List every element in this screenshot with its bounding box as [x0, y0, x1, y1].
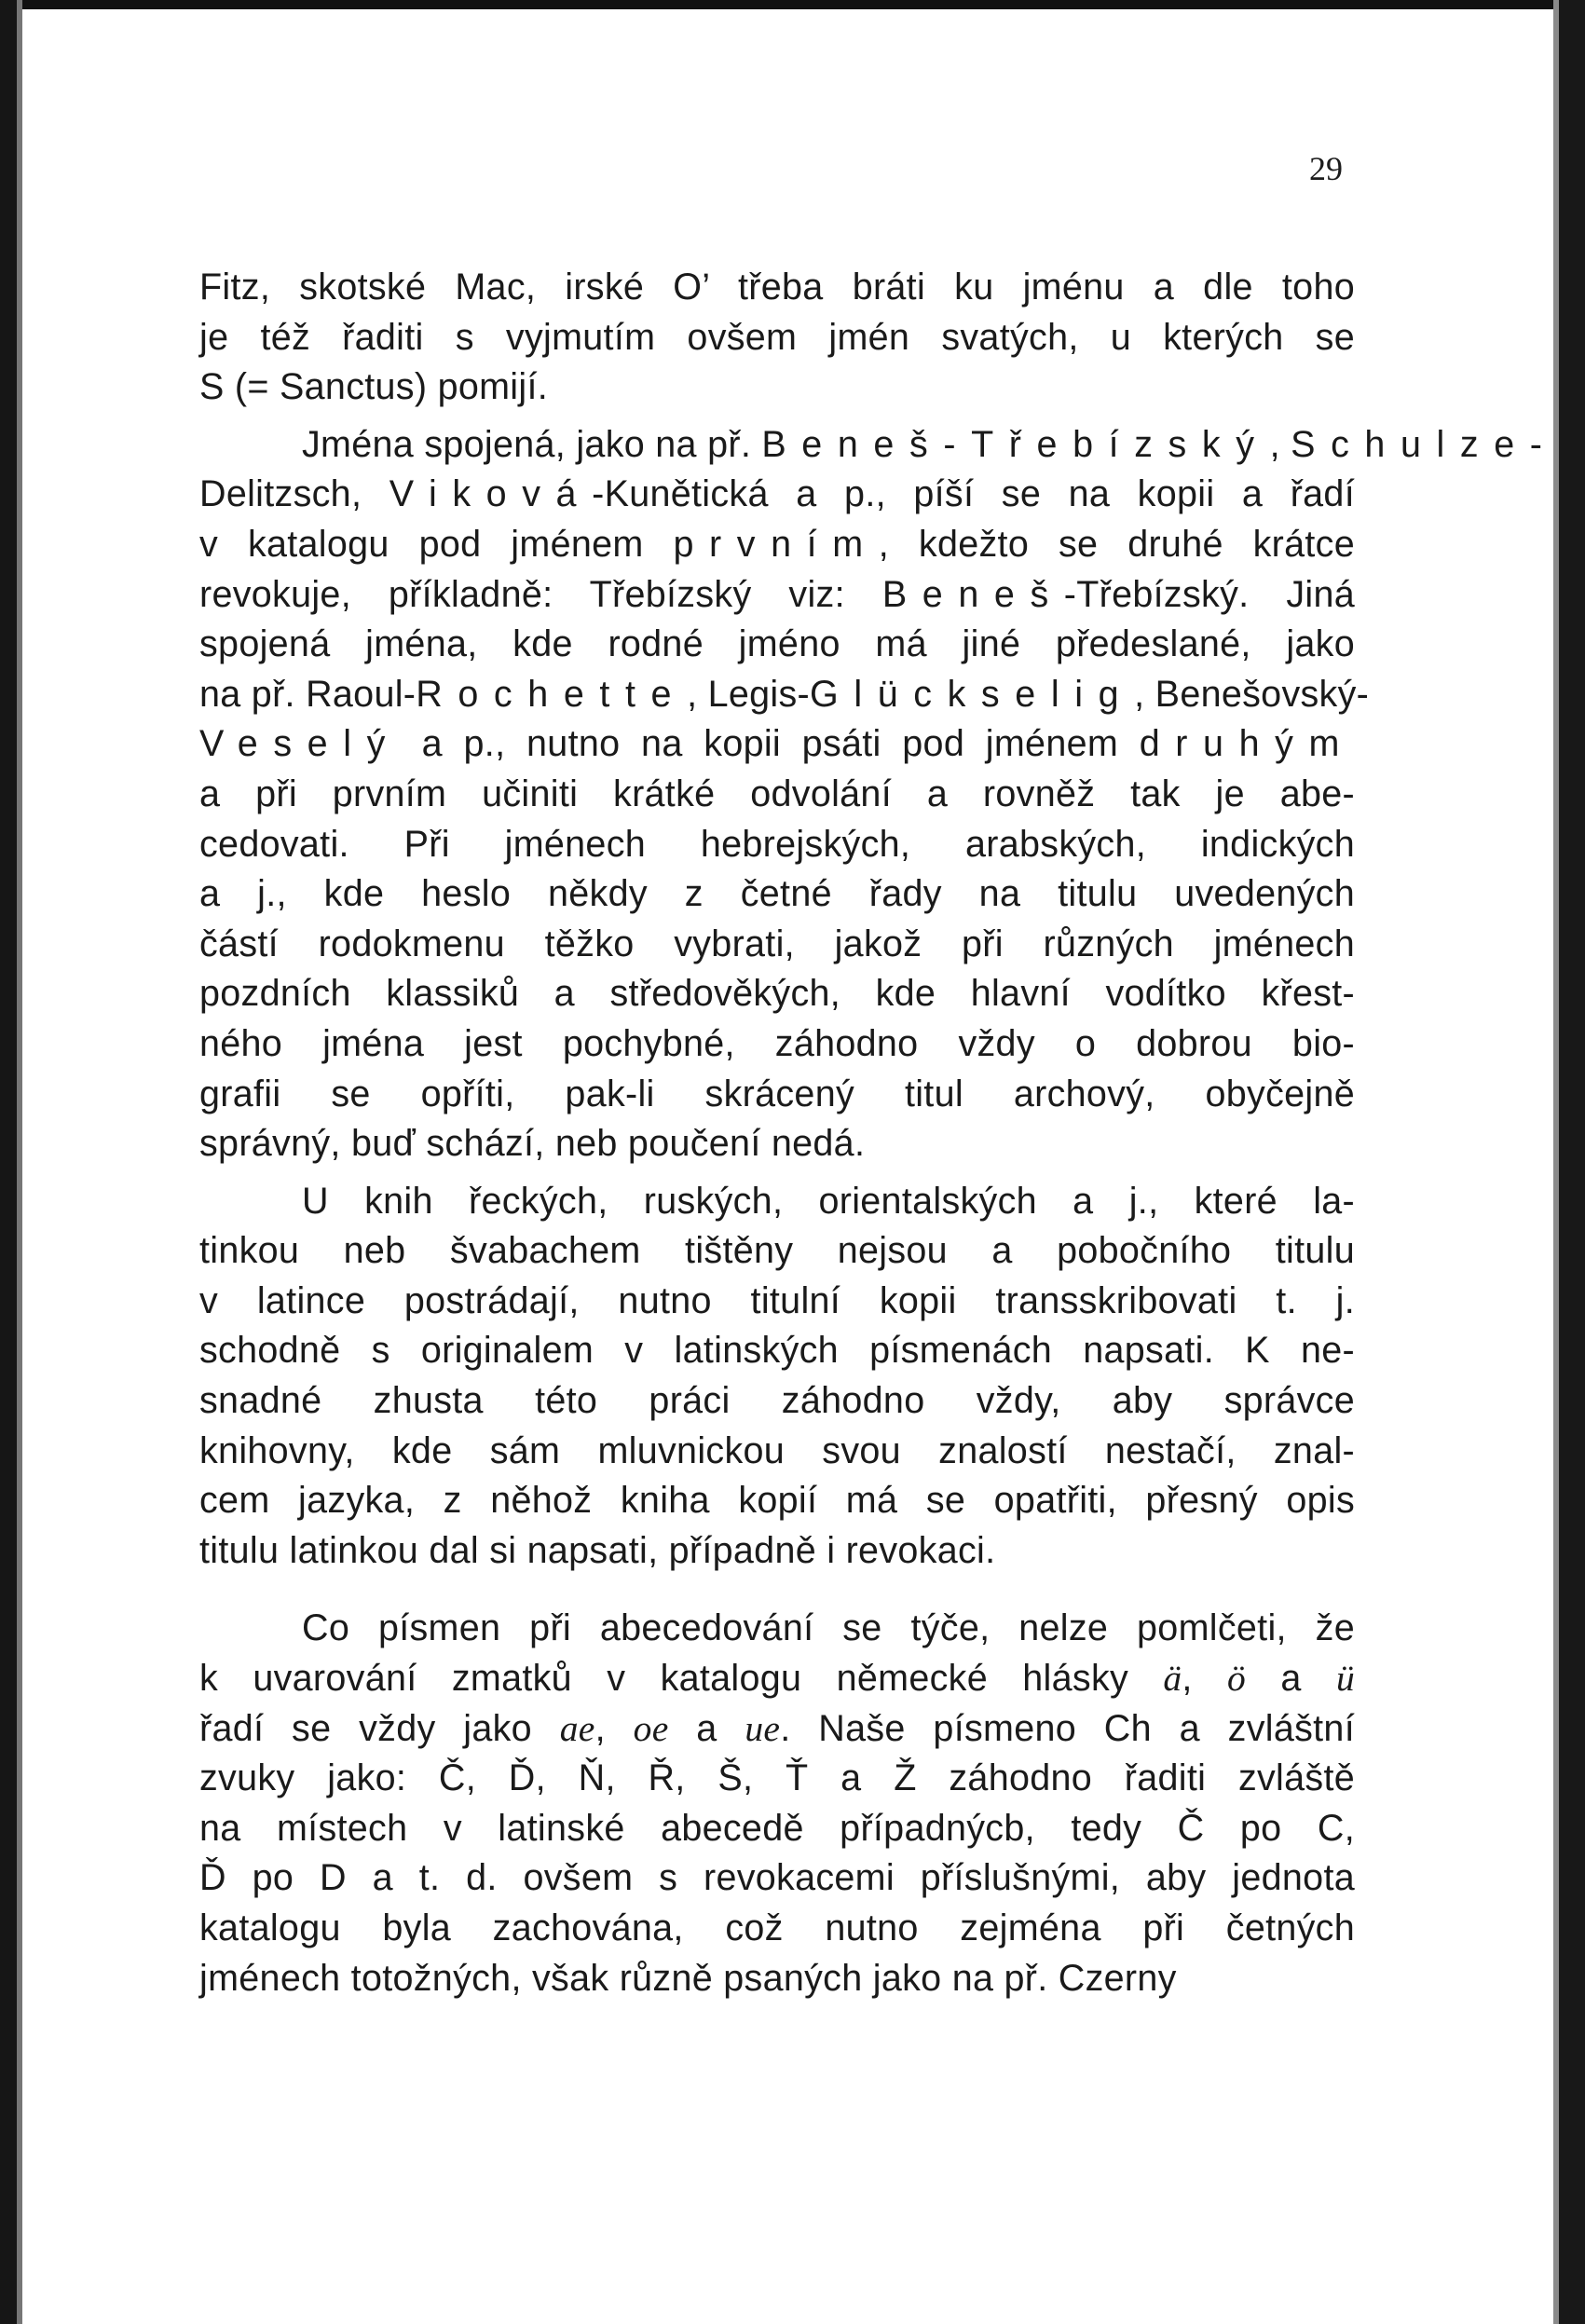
- text-line: [199, 969, 1355, 1019]
- text-segment: v katalogu pod jménem: [199, 523, 674, 565]
- text-segment: a j., kde heslo někdy z četné řady na titulu uvedených: [199, 873, 1355, 915]
- text-segment: tinkou neb švabachem tištěny nejsou a pobočního titulu: [199, 1230, 1355, 1272]
- text-segment: k uvarování zmatků v katalogu německé hlásky: [199, 1658, 1164, 1700]
- text-segment: Fitz, skotské Mac, irské O’ třeba bráti ku jménu a dle toho: [199, 267, 1355, 308]
- text-segment: revokuje, příkladně: Třebízský viz:: [199, 573, 882, 615]
- scan-border-top: [0, 0, 1585, 9]
- spaced-name: Viková: [389, 473, 593, 515]
- text-line: [199, 313, 1355, 363]
- text-segment: je též řaditi s vyjmutím ovšem jmén svatých, u kterých se: [199, 316, 1355, 358]
- paragraph: [199, 420, 1558, 1169]
- text-line: [199, 1376, 1355, 1427]
- text-segment: titulu latinkou dal si napsati, případně i revokaci.: [199, 1529, 996, 1571]
- text-line: [199, 820, 1355, 870]
- text-segment: na místech v latinské abecedě případnýcb, tedy Č po C,: [199, 1807, 1355, 1849]
- text-segment: zvuky jako: Č, Ď, Ň, Ř, Š, Ť a Ž záhodno řaditi zvláště: [199, 1757, 1355, 1799]
- text-line: [199, 263, 1355, 313]
- spaced-name: Rochette: [416, 673, 688, 715]
- italic-text: ö: [1227, 1658, 1247, 1700]
- text-segment: cem jazyka, z něhož kniha kopií má se opatřiti, přesný opis: [199, 1480, 1355, 1522]
- text-line: [199, 1804, 1355, 1854]
- text-segment: -Třebízský. Jiná: [1063, 573, 1356, 615]
- text-segment: na př. Raoul-: [199, 673, 417, 715]
- text-segment: , Legis-: [687, 673, 811, 715]
- paragraph: [199, 1177, 1355, 1577]
- text-segment: ,: [594, 1707, 634, 1749]
- text-segment: a při prvním učiniti krátké odvolání a rovněž tak je abe-: [199, 772, 1355, 814]
- text-segment: částí rodokmenu těžko vybrati, jakož při různých jménech: [199, 923, 1355, 964]
- text-segment: ,: [350, 473, 389, 515]
- italic-text: oe: [633, 1707, 669, 1749]
- text-segment: Co písmen při abecedování se týče, nelze pomlčeti, že: [302, 1607, 1355, 1649]
- text-line: [199, 1904, 1355, 1954]
- text-line: [199, 1119, 1355, 1169]
- scan-border-left: [0, 0, 17, 2324]
- text-line: [199, 1654, 1355, 1704]
- text-line: [199, 1476, 1355, 1526]
- text-line: [199, 570, 1355, 621]
- text-segment: . Naše písmeno Ch a zvláštní: [780, 1707, 1355, 1749]
- text-segment: grafii se opříti, pak-li skrácený titul archový, obyčejně: [199, 1073, 1355, 1114]
- text-line: [199, 719, 1355, 770]
- text-segment: řadí se vždy jako: [199, 1707, 560, 1749]
- italic-text: ä: [1163, 1658, 1182, 1700]
- text-segment: v latince postrádají, nutno titulní kopii transskribovati t. j.: [199, 1279, 1355, 1321]
- text-segment: a: [1246, 1658, 1336, 1700]
- text-line: [199, 1526, 1355, 1577]
- text-segment: Jména spojená, jako na př.: [302, 423, 762, 465]
- text-line: [199, 770, 1355, 820]
- spaced-name: druhým: [1139, 723, 1355, 765]
- text-segment: a: [668, 1707, 745, 1749]
- text-line: [199, 1427, 1355, 1477]
- text-segment: správný, buď schází, neb poučení nedá.: [199, 1123, 866, 1165]
- spaced-name: prvním: [673, 523, 879, 565]
- text-segment: ,: [1269, 423, 1291, 465]
- text-segment: S (= Sanctus) pomijí.: [199, 366, 549, 408]
- text-segment: -Kunětická a p., píší se na kopii a řadí: [592, 473, 1355, 515]
- text-segment: cedovati. Při jménech hebrejských, arabských, indických: [199, 823, 1355, 865]
- text-segment: Ď po D a t. d. ovšem s revokacemi příslušnými, aby jednota: [199, 1857, 1355, 1899]
- italic-text: ae: [559, 1707, 595, 1749]
- text-segment: , kdežto se druhé krátce: [878, 523, 1356, 565]
- text-line: [199, 670, 1370, 720]
- scan-border-right: [1559, 0, 1585, 2324]
- text-line: [199, 362, 1355, 413]
- text-segment: jménech totožných, však různě psaných jako na př. Czerny: [199, 1957, 1177, 1999]
- text-segment: , Benešovský-: [1134, 673, 1370, 715]
- italic-text: ue: [745, 1707, 781, 1749]
- text-line: [199, 1954, 1355, 2004]
- text-segment: snadné zhusta této práci záhodno vždy, aby správce: [199, 1380, 1355, 1422]
- text-line: [199, 1177, 1355, 1227]
- text-line: [199, 1853, 1355, 1904]
- text-segment: ného jména jest pochybné, záhodno vždy o dobrou bio-: [199, 1022, 1355, 1064]
- text-line: [199, 869, 1355, 920]
- paragraph: [199, 1604, 1355, 2003]
- spaced-name: Glückselig: [810, 673, 1135, 715]
- text-segment: U knih řeckých, ruských, orientalských a j., které la-: [302, 1180, 1355, 1222]
- text-segment: katalogu byla zachována, což nutno zejména při četných: [199, 1907, 1355, 1948]
- text-segment: spojená jména, kde rodné jméno má jiné předeslané, jako: [199, 623, 1355, 665]
- text-segment: schodně s originalem v latinských písmenách napsati. K ne-: [199, 1330, 1355, 1372]
- text-line: [199, 420, 1558, 471]
- text-segment: pozdních klassiků a středověkých, kde hlavní vodítko křest-: [199, 973, 1355, 1015]
- spaced-name: Veselý: [199, 723, 401, 765]
- text-line: [199, 1277, 1355, 1327]
- spaced-name: Beneš: [881, 573, 1064, 615]
- text-line: [199, 1754, 1355, 1804]
- text-segment: knihovny, kde sám mluvnickou svou znalostí nestačí, znal-: [199, 1429, 1355, 1471]
- text-line: [199, 520, 1355, 570]
- text-line: [199, 920, 1355, 970]
- text-line: [199, 1070, 1355, 1120]
- text-line: [199, 470, 1355, 520]
- text-line: [199, 1326, 1355, 1376]
- spaced-name: Schulze-: [1291, 423, 1558, 465]
- text-segment: ,: [1182, 1658, 1227, 1700]
- text-segment: Delitzsch: [199, 473, 351, 515]
- text-line: [199, 1604, 1355, 1654]
- paragraph: [199, 263, 1355, 413]
- body-text: [199, 263, 1558, 2003]
- scan-border-right-edge: [1553, 0, 1559, 2324]
- italic-text: ü: [1335, 1658, 1355, 1700]
- spaced-name: Beneš-Třebízský: [761, 423, 1270, 465]
- scan-border-left-edge: [17, 0, 22, 2324]
- text-line: [199, 620, 1355, 670]
- text-line: [199, 1704, 1355, 1755]
- text-line: [199, 1226, 1355, 1277]
- page-number: 29: [1309, 150, 1343, 187]
- text-segment: a p., nutno na kopii psáti pod jménem: [400, 723, 1140, 765]
- text-line: [199, 1019, 1355, 1070]
